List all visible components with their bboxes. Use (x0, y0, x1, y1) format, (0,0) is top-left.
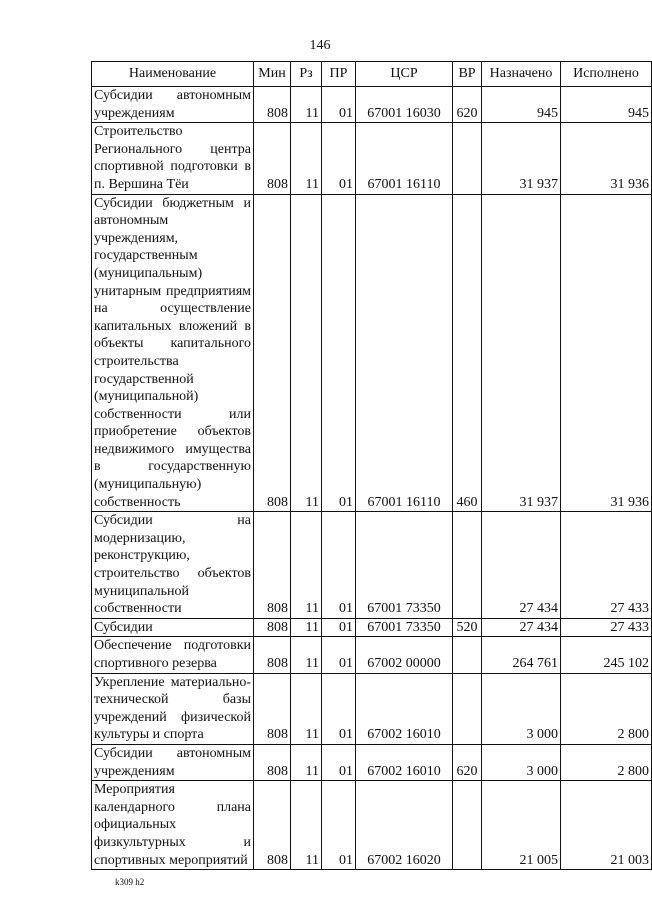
budget-table-container (91, 61, 649, 870)
row-vr-cell (453, 781, 482, 870)
row-rz-cell: 11 (291, 512, 322, 619)
header-min: Мин (254, 62, 291, 87)
table-row (92, 123, 652, 194)
row-csr-cell: 67001 73350 (356, 512, 453, 619)
row-min-cell: 808 (254, 744, 291, 780)
header-vr: ВР (453, 62, 482, 87)
row-csr-cell: 67001 16110 (356, 194, 453, 512)
row-executed-cell: 31 936 (561, 194, 652, 512)
row-csr-cell: 67001 16110 (356, 123, 453, 194)
table-body (92, 87, 652, 870)
table-header-row (92, 62, 652, 87)
table-row (92, 744, 652, 780)
row-csr-cell: 67002 16020 (356, 781, 453, 870)
row-name-cell: Укрепление материально-технической базы учреждений физической культуры и спорта (92, 673, 254, 744)
row-executed-cell: 2 800 (561, 673, 652, 744)
row-name-cell: Субсидии на модернизацию, реконструкцию, строительство объектов муниципальной собственности (92, 512, 254, 619)
row-csr-cell: 67001 73350 (356, 618, 453, 637)
table-row (92, 618, 652, 637)
row-csr-cell: 67002 16010 (356, 744, 453, 780)
budget-table (91, 61, 652, 870)
row-min-cell: 808 (254, 781, 291, 870)
header-pr: ПР (322, 62, 356, 87)
row-executed-cell: 21 003 (561, 781, 652, 870)
row-pr-cell: 01 (322, 673, 356, 744)
row-rz-cell: 11 (291, 194, 322, 512)
row-name-cell: Мероприятия календарного плана официальных физкультурных и спортивных мероприятий (92, 781, 254, 870)
row-name-cell: Субсидии (92, 618, 254, 637)
row-pr-cell: 01 (322, 637, 356, 673)
row-csr-cell: 67002 00000 (356, 637, 453, 673)
row-executed-cell: 2 800 (561, 744, 652, 780)
row-assigned-cell: 3 000 (482, 673, 561, 744)
row-rz-cell: 11 (291, 618, 322, 637)
row-name-cell: Субсидии бюджетным и автономным учреждениям, государственным (муниципальным) унитарным предприятиям на осуществление капитальных вложений в объекты капитального строительства государственной (муниципальной) собственности или приобретение объектов недвижимого имущества в государственную (муниципальную) собственность (92, 194, 254, 512)
row-pr-cell: 01 (322, 512, 356, 619)
table-row (92, 673, 652, 744)
row-vr-cell: 520 (453, 618, 482, 637)
row-min-cell: 808 (254, 637, 291, 673)
row-executed-cell: 27 433 (561, 618, 652, 637)
row-pr-cell: 01 (322, 194, 356, 512)
row-assigned-cell: 945 (482, 87, 561, 123)
row-executed-cell: 27 433 (561, 512, 652, 619)
table-row (92, 194, 652, 512)
row-vr-cell: 620 (453, 87, 482, 123)
row-pr-cell: 01 (322, 744, 356, 780)
row-vr-cell (453, 673, 482, 744)
row-rz-cell: 11 (291, 673, 322, 744)
row-assigned-cell: 27 434 (482, 618, 561, 637)
row-rz-cell: 11 (291, 123, 322, 194)
row-assigned-cell: 27 434 (482, 512, 561, 619)
footer-code: k309 h2 (115, 877, 145, 887)
header-executed: Исполнено (561, 62, 652, 87)
row-min-cell: 808 (254, 87, 291, 123)
row-csr-cell: 67001 16030 (356, 87, 453, 123)
row-min-cell: 808 (254, 512, 291, 619)
row-pr-cell: 01 (322, 618, 356, 637)
row-executed-cell: 245 102 (561, 637, 652, 673)
row-executed-cell: 31 936 (561, 123, 652, 194)
row-rz-cell: 11 (291, 781, 322, 870)
row-min-cell: 808 (254, 673, 291, 744)
row-min-cell: 808 (254, 123, 291, 194)
page-number: 146 (309, 38, 331, 53)
header-assigned: Назначено (482, 62, 561, 87)
row-pr-cell: 01 (322, 123, 356, 194)
row-executed-cell: 945 (561, 87, 652, 123)
row-vr-cell (453, 123, 482, 194)
table-row (92, 87, 652, 123)
header-csr: ЦСР (356, 62, 453, 87)
row-rz-cell: 11 (291, 87, 322, 123)
row-rz-cell: 11 (291, 637, 322, 673)
row-csr-cell: 67002 16010 (356, 673, 453, 744)
row-pr-cell: 01 (322, 781, 356, 870)
table-row (92, 512, 652, 619)
header-rz: Рз (291, 62, 322, 87)
row-assigned-cell: 3 000 (482, 744, 561, 780)
table-row (92, 637, 652, 673)
row-vr-cell: 620 (453, 744, 482, 780)
header-name: Наименование (92, 62, 254, 87)
row-min-cell: 808 (254, 194, 291, 512)
row-name-cell: Субсидии автономным учреждениям (92, 87, 254, 123)
row-rz-cell: 11 (291, 744, 322, 780)
row-min-cell: 808 (254, 618, 291, 637)
row-vr-cell (453, 637, 482, 673)
row-vr-cell: 460 (453, 194, 482, 512)
row-vr-cell (453, 512, 482, 619)
row-assigned-cell: 31 937 (482, 123, 561, 194)
row-name-cell: Строительство Регионального центра спортивной подготовки в п. Вершина Тёи (92, 123, 254, 194)
row-assigned-cell: 31 937 (482, 194, 561, 512)
row-assigned-cell: 21 005 (482, 781, 561, 870)
row-pr-cell: 01 (322, 87, 356, 123)
row-assigned-cell: 264 761 (482, 637, 561, 673)
row-name-cell: Субсидии автономным учреждениям (92, 744, 254, 780)
table-row (92, 781, 652, 870)
row-name-cell: Обеспечение подготовки спортивного резерва (92, 637, 254, 673)
